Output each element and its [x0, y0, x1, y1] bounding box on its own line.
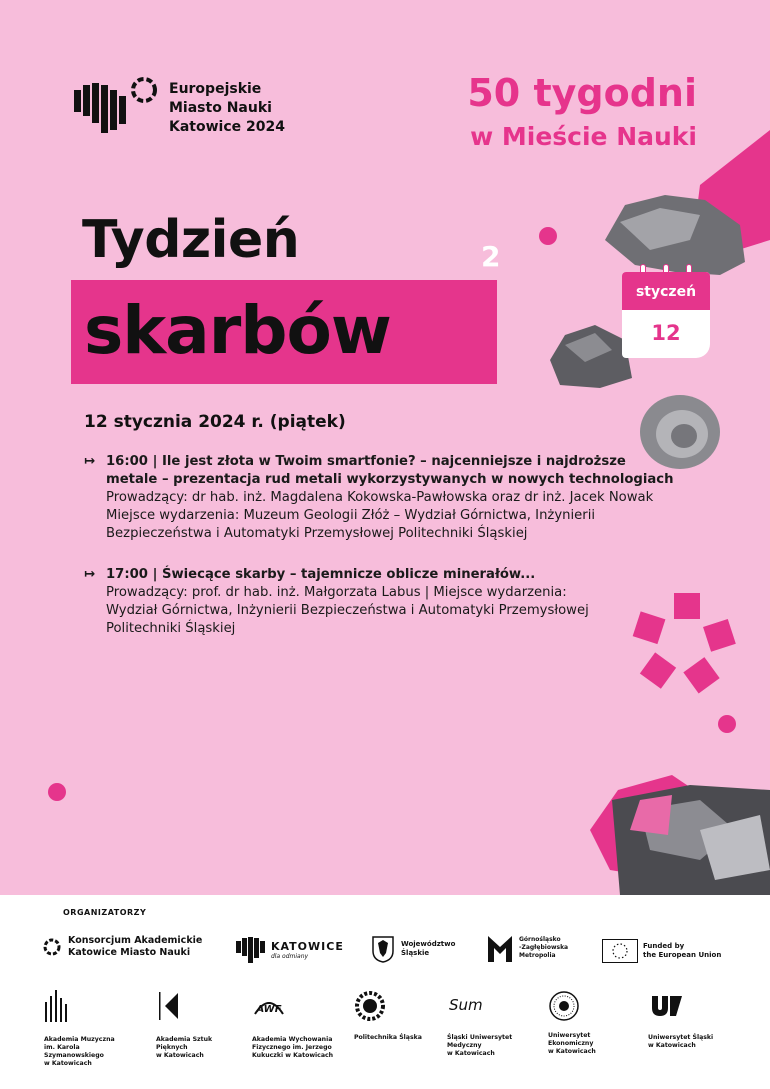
title-line-2: skarbów [84, 292, 391, 369]
headline [467, 70, 697, 158]
event-title-cont: metale – prezentacja rud metali wykorzystywanych w nowych technologiach [106, 472, 674, 487]
eu-logo: Funded by the European Union [602, 939, 721, 963]
flower-shape-icon [630, 590, 736, 696]
uni-logo-muzyczna: Akademia Muzyczna im. Karola Szymanowskiego w Katowicach [44, 990, 134, 1068]
event-item: ↦ 16:00 | Ile jest złota w Twoim smartfonie? – najcenniejsze i najdroższe metale – prezentacja rud metali wykorzystywanych w nowych technologiach Prowadzący: dr hab. inż. Magdalena Kokowska-Pawłowska oraz dr inż. Jacek Nowak Miejsce wydarzenia: Muzeum Geologii Złóż – Wydział Górnictwa, Inżynierii Bezpieczeństwa i Automatyki Przemysłowej Politechniki Śląskiej [84, 454, 674, 541]
pink-dot [539, 227, 557, 245]
emn-heart-logo-icon [72, 76, 162, 136]
emn-logo-text: Europejskie Miasto Nauki Katowice 2024 [169, 81, 285, 135]
awf-icon [252, 990, 286, 1022]
event-detail: Bezpieczeństwa i Automatyki Przemysłowej Politechniki Śląskiej [106, 526, 528, 541]
title-superscript: 2 [481, 240, 501, 273]
sum-icon [447, 990, 493, 1022]
organizers-title: ORGANIZATORZY [63, 908, 147, 917]
uni-logo-awf: AWF Akademia Wychowania Fizycznego im. Jerzego Kukuczki w Katowicach [252, 990, 344, 1060]
event-detail: Politechniki Śląskiej [106, 621, 236, 636]
wojewodztwo-logo: Województwo Śląskie [371, 935, 455, 963]
title-line-1: Tydzień [82, 210, 300, 270]
uni-logo-us: Uniwersytet Śląski w Katowicach [648, 990, 728, 1050]
footer-organizers [0, 895, 770, 1089]
svg-text:AWF: AWF [256, 1004, 282, 1015]
headline-line-1: 50 tygodni [467, 71, 697, 115]
metropolia-logo: Górnośląsko -Zagłębiowska Metropolia [487, 933, 568, 963]
event-detail: Prowadzący: dr hab. inż. Magdalena Kokowska-Pawłowska oraz dr inż. Jacek Nowak [106, 490, 654, 505]
event-title: Świecące skarby – tajemnicze oblicze minerałów... [161, 567, 536, 582]
arrow-right-icon: ↦ [84, 454, 96, 469]
headline-line-2: w Mieście Nauki [470, 122, 697, 151]
event-time: 17:00 [106, 567, 148, 582]
music-academy-icon [44, 990, 68, 1022]
event-date: 12 stycznia 2024 r. (piątek) [84, 412, 346, 432]
katowice-logo: KATOWICE dla odmiany [235, 935, 344, 965]
event-detail: Wydział Górnictwa, Inżynierii Bezpieczeństwa i Automatyki Przemysłowej [106, 603, 589, 618]
pink-dot [718, 715, 736, 733]
katowice-heart-icon [235, 935, 267, 965]
calendar-day: 12 [651, 321, 681, 345]
calendar-card [622, 272, 710, 358]
eu-flag-icon [602, 939, 638, 963]
konsorcjum-logo: Konsorcjum Akademickie Katowice Miasto Nauki [42, 935, 202, 959]
event-item: ↦ 17:00 | Świecące skarby – tajemnicze oblicze minerałów... Prowadzący: prof. dr hab. inż. Małgorzata Labus | Miejsce wydarzenia: Wydział Górnictwa, Inżynierii Bezpieczeństwa i Automatyki Przemysłowej Politechniki Śląskiej [84, 566, 644, 638]
metropolia-m-icon [487, 933, 513, 963]
event-detail: Miejsce wydarzenia: Muzeum Geologii Złóż – Wydział Górnictwa, Inżynierii [106, 508, 596, 523]
arrow-right-icon: ↦ [84, 567, 96, 582]
konsorcjum-flower-icon [42, 937, 62, 957]
event-time: 16:00 [106, 454, 148, 469]
event-title: Ile jest złota w Twoim smartfonie? – najcenniejsze i najdroższe [161, 454, 626, 469]
event-detail: Prowadzący: prof. dr hab. inż. Małgorzata Labus | Miejsce wydarzenia: [106, 585, 567, 600]
uni-logo-sum: Sum Śląski Uniwersytet Medyczny w Katowicach [447, 990, 532, 1058]
ue-seal-icon [548, 990, 580, 1022]
calendar-month: styczeń [622, 272, 710, 310]
uni-logo-asp: Akademia Sztuk Pięknych w Katowicach [156, 990, 241, 1060]
asp-icon [156, 990, 180, 1022]
us-icon [648, 990, 684, 1022]
pink-dot [48, 783, 66, 801]
svg-text:Sum: Sum [449, 996, 483, 1014]
uni-logo-polsl: Politechnika Śląska [354, 990, 434, 1042]
uni-logo-ue: Uniwersytet Ekonomiczny w Katowicach [548, 990, 628, 1056]
eagle-crest-icon [371, 935, 395, 963]
polsl-gear-icon [354, 990, 386, 1022]
